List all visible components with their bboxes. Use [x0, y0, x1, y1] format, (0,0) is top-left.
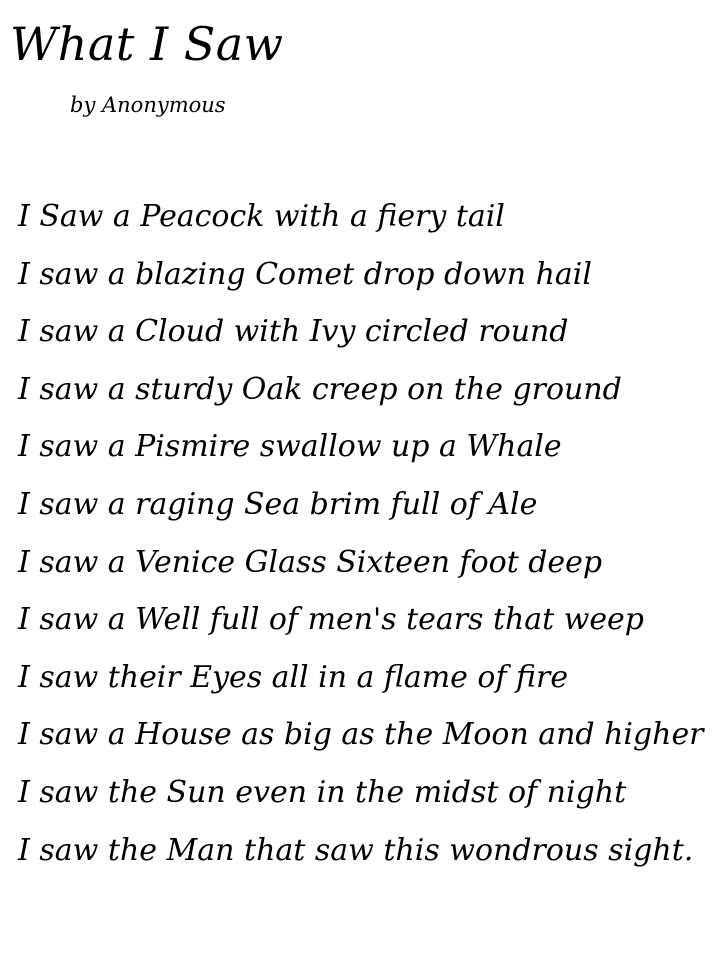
poem-title: What I Saw: [10, 17, 284, 71]
poem-stanza: [18, 188, 704, 879]
poem-line: I saw the Sun even in the midst of night: [18, 774, 627, 810]
poem-byline: by Anonymous: [70, 93, 226, 117]
poem-line: I saw their Eyes all in a flame of fire: [18, 659, 569, 695]
poem-line: I saw a Cloud with Ivy circled round: [18, 314, 569, 350]
poem-line: I saw a Venice Glass Sixteen foot deep: [18, 544, 603, 580]
poem-line: I saw a raging Sea brim full of Ale: [18, 486, 538, 522]
poem-line: I Saw a Peacock with a fiery tail: [18, 199, 505, 234]
poem-line: I saw a Pismire swallow up a Whale: [18, 429, 562, 465]
poem-line: I saw a Well full of men's tears that weep: [18, 602, 644, 638]
poem-line: I saw a sturdy Oak creep on the ground: [18, 371, 622, 407]
poem-line: I saw a blazing Comet drop down hail: [18, 256, 592, 292]
poem-line: I saw the Man that saw this wondrous sight.: [18, 832, 694, 868]
poem-line: I saw a House as big as the Moon and higher: [18, 717, 704, 753]
